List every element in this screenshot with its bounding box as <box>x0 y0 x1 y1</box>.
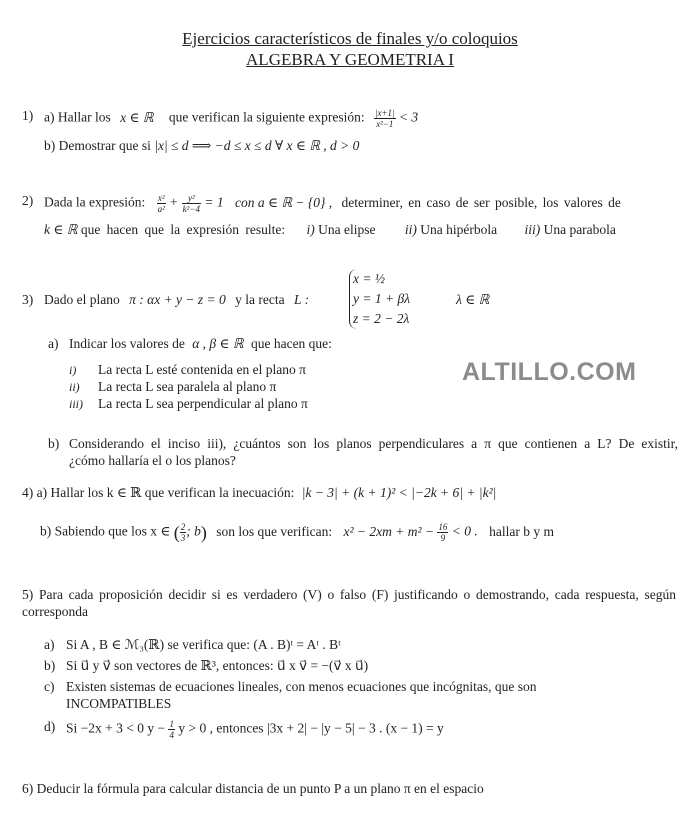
exercise-5-line2: corresponda <box>22 604 88 619</box>
exercise-5d-label: d) <box>44 719 56 734</box>
altillo-watermark: ALTILLO.COM <box>462 358 637 386</box>
exercise-3-system-eq-x: x = ½ <box>353 271 385 286</box>
exercise-5d-text2: y > 0 , entonces |3x + 2| − |y − 5| − 3 . (x − 1) = y <box>178 720 444 736</box>
exercise-3a-math: α , β ∈ ℝ <box>192 336 244 351</box>
exercise-1a-var: x ∈ ℝ <box>120 109 154 125</box>
exercise-3-parameter: λ ∈ ℝ <box>456 292 490 307</box>
exercise-1a-fraction: $\frac{|x+1|}{\text{x²−1}}$ <box>374 108 395 129</box>
exercise-2-line1 <box>44 193 621 214</box>
exercise-5b: Si u⃗ y v⃗ son vectores de ℝ³, entonces: u⃗ x v⃗ = −(v⃗ x u⃗) <box>66 658 369 673</box>
exercise-3-number: 3) <box>22 292 34 307</box>
exercise-3a-item-ii-label: ii) <box>69 380 80 394</box>
exercise-3a-item-i-label: i) <box>69 363 77 377</box>
exercise-1-number: 1) <box>22 108 34 123</box>
exercise-3b-line2: ¿cómo hallaría el o los planos? <box>69 453 236 468</box>
exercise-2-fraction-x: $\frac{\text{x²}}{\text{a²}}$ <box>157 193 165 214</box>
exercise-2-line2 <box>44 222 616 238</box>
exercise-2-k-var: k ∈ ℝ <box>44 222 78 237</box>
exercise-4b: b) Sabiendo que los x ∈ ( $\frac{2}{3}$ ; b) son los que verifican: x² − 2xm + m² − $\frac{16}{9}$ < 0 . hallar b y m <box>40 522 554 543</box>
exercise-3-line-name: L : <box>294 292 310 307</box>
exercise-2-text1: Dada la expresión: <box>44 194 146 210</box>
exercise-5a-label: a) <box>44 637 55 652</box>
exercise-2-number: 2) <box>22 193 34 208</box>
exercise-3a-text2: que hacen que: <box>250 336 332 351</box>
exercise-4a <box>22 485 496 501</box>
exercise-2-plus: + <box>169 194 179 210</box>
exercise-5b-label: b) <box>44 658 56 673</box>
exercise-3a-text: Indicar los valores de <box>69 336 185 351</box>
exercise-2-option-i: Una elipse <box>318 222 376 237</box>
exercise-2-text2: determiner, en caso de ser posible, los valores de <box>341 194 621 210</box>
exercise-5c-label: c) <box>44 679 55 694</box>
exercise-5c-line2: INCOMPATIBLES <box>66 696 172 711</box>
exercise-3b-label: b) <box>48 436 60 451</box>
exercise-3-text2: y la recta <box>235 292 285 307</box>
exercise-3b-line1: Considerando el inciso iii), ¿cuántos son los planos perpendiculares a π que contienen a L? De existir, <box>69 436 678 451</box>
exercise-1a-tail: < 3 <box>398 109 419 125</box>
exercise-4b-text2: son los que verifican: <box>216 523 333 539</box>
exercise-3a-item-i: La recta L esté contenida en el plano π <box>98 362 306 377</box>
exercise-2-option-iii: Una parabola <box>543 222 616 237</box>
exercise-2-option-ii: Una hipérbola <box>420 222 498 237</box>
exercise-1b-text: b) Demostrar que si <box>44 138 151 153</box>
exercise-3-line1 <box>44 292 309 308</box>
exercise-1b <box>44 138 359 154</box>
exercise-3a-label: a) <box>48 336 59 351</box>
exercise-3a-item-ii: La recta L sea paralela al plano π <box>98 379 277 394</box>
exercise-3-plane: π : αx + y − z = 0 <box>129 292 226 307</box>
exercise-6: 6) Deducir la fórmula para calcular distancia de un punto P a un plano π en el espacio <box>22 781 484 796</box>
exercise-4b-fraction: $\frac{16}{9}$ <box>438 522 448 543</box>
exercise-4b-interval-fraction: $\frac{2}{3}$ <box>180 522 186 543</box>
exercise-2-line2-text: que hacen que la expresión resulte: <box>80 222 286 237</box>
exercise-3a-item-iii-label: iii) <box>69 397 83 411</box>
exercise-5d-fraction: $\frac{1}{4}$ <box>169 719 174 740</box>
exercise-4a-text: 4) a) Hallar los k ∈ ℝ que verifican la inecuación: <box>22 485 295 500</box>
exercise-2-option-iii-label: iii) <box>524 222 541 237</box>
document-subtitle: ALGEBRA Y GEOMETRIA I <box>246 50 454 69</box>
exercise-3-system-eq-y: y = 1 + βλ <box>353 291 411 306</box>
exercise-3-text1: Dado el plano <box>44 292 120 307</box>
exercise-5d-text1: Si −2x + 3 < 0 y − <box>66 720 166 736</box>
exercise-5c-line1: Existen sistemas de ecuaciones lineales, con menos ecuaciones que incógnitas, que son <box>66 679 537 694</box>
exercise-1a-text: a) Hallar los <box>44 109 111 125</box>
exercise-2-option-ii-label: ii) <box>404 222 417 237</box>
exercise-5-line1: 5) Para cada proposición decidir si es verdadero (V) o falso (F) justificando o demostrando, cada respuesta, según <box>22 587 676 602</box>
exercise-2-option-i-label: i) <box>306 222 315 237</box>
exercise-2-eq: = 1 <box>204 194 224 210</box>
exercise-1a-text2: que verifican la siguiente expresión: <box>168 109 365 125</box>
exercise-4b-interval-rest: ; b <box>186 523 201 539</box>
exercise-5a: Si A , B ∈ ℳ₃(ℝ) se verifica que: (A . B)ᵗ = Aᵗ . Bᵗ <box>66 637 341 652</box>
exercise-3a-item-iii: La recta L sea perpendicular al plano π <box>98 396 308 411</box>
exercise-2-condition: con a ∈ ℝ − {0} , <box>234 194 333 210</box>
exercise-5d <box>66 719 444 740</box>
exercise-1a <box>44 108 418 129</box>
exercise-3-line-system <box>349 269 410 329</box>
exercise-3-system-eq-z: z = 2 − 2λ <box>353 311 410 326</box>
exercise-4a-math: |k − 3| + (k + 1)² < |−2k + 6| + |k²| <box>301 485 497 500</box>
document-title: Ejercicios característicos de finales y/o coloquios <box>182 29 518 48</box>
exercise-2-fraction-y: $\frac{\text{y²}}{\text{k²−4}}$ <box>182 193 200 214</box>
exercise-4b-math: x² − 2xm + m² − <box>343 523 435 539</box>
exercise-1b-math: |x| ≤ d ⟹ −d ≤ x ≤ d ∀ x ∈ ℝ , d > 0 <box>154 138 360 153</box>
exercise-4b-tail: hallar b y m <box>489 523 554 539</box>
exercise-3a <box>69 336 332 352</box>
exercise-4b-text: b) Sabiendo que los x ∈ <box>40 523 171 539</box>
exercise-4b-math2: < 0 . <box>451 523 478 539</box>
